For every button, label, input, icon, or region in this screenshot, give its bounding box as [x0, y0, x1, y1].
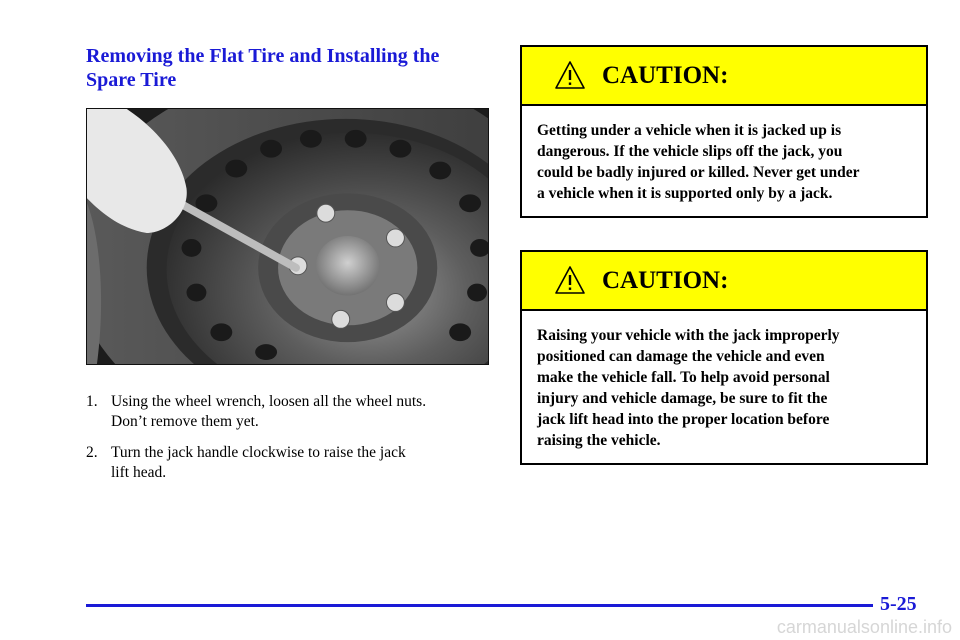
- step-text: [111, 443, 506, 483]
- step-text-line: Turn the jack handle clockwise to raise the jack: [111, 444, 406, 461]
- step-number: 1.: [86, 393, 98, 410]
- caution-text-line: dangerous. If the vehicle slips off the jack, you: [537, 143, 843, 160]
- site-watermark: carmanualsonline.info: [776, 617, 952, 637]
- caution-text: [522, 106, 926, 204]
- step-text-line: lift head.: [111, 464, 167, 481]
- caution-header: [522, 252, 926, 311]
- caution-text-line: Getting under a vehicle when it is jacked up is: [537, 122, 842, 139]
- step-text-line: Using the wheel wrench, loosen all the wheel nuts.: [111, 393, 427, 410]
- caution-text-line: Raising your vehicle with the jack improperly: [537, 327, 840, 344]
- step-item: [86, 392, 506, 432]
- caution-text-line: could be badly injured or killed. Never get under: [537, 164, 860, 181]
- caution-header: [522, 47, 926, 106]
- footer-divider: [86, 604, 873, 607]
- page-number: 5-25: [880, 593, 917, 615]
- step-number: 2.: [86, 444, 98, 461]
- section-heading-line1: Removing the Flat Tire and Installing the: [86, 45, 440, 67]
- caution-box-jack-position: [520, 250, 928, 465]
- caution-box-jack-support: [520, 45, 928, 218]
- step-item: [86, 443, 506, 483]
- step-text: [111, 392, 506, 432]
- section-heading-line2: Spare Tire: [86, 69, 177, 91]
- caution-text: [522, 311, 926, 451]
- warning-triangle-icon: [554, 265, 586, 295]
- warning-triangle-icon: [554, 60, 586, 90]
- instruction-steps: [86, 392, 506, 494]
- caution-text-line: positioned can damage the vehicle and even: [537, 348, 825, 365]
- caution-text-line: make the vehicle fall. To help avoid personal: [537, 369, 830, 386]
- caution-text-line: injury and vehicle damage, be sure to fit the: [537, 390, 828, 407]
- wheel-wrench-photo: [86, 108, 489, 365]
- caution-title: CAUTION:: [602, 62, 729, 89]
- caution-text-line: a vehicle when it is supported only by a jack.: [537, 185, 833, 202]
- caution-title: CAUTION:: [602, 267, 729, 294]
- caution-text-line: raising the vehicle.: [537, 432, 661, 449]
- step-text-line: Don’t remove them yet.: [111, 413, 259, 430]
- section-heading: [86, 44, 506, 92]
- caution-text-line: jack lift head into the proper location before: [537, 411, 830, 428]
